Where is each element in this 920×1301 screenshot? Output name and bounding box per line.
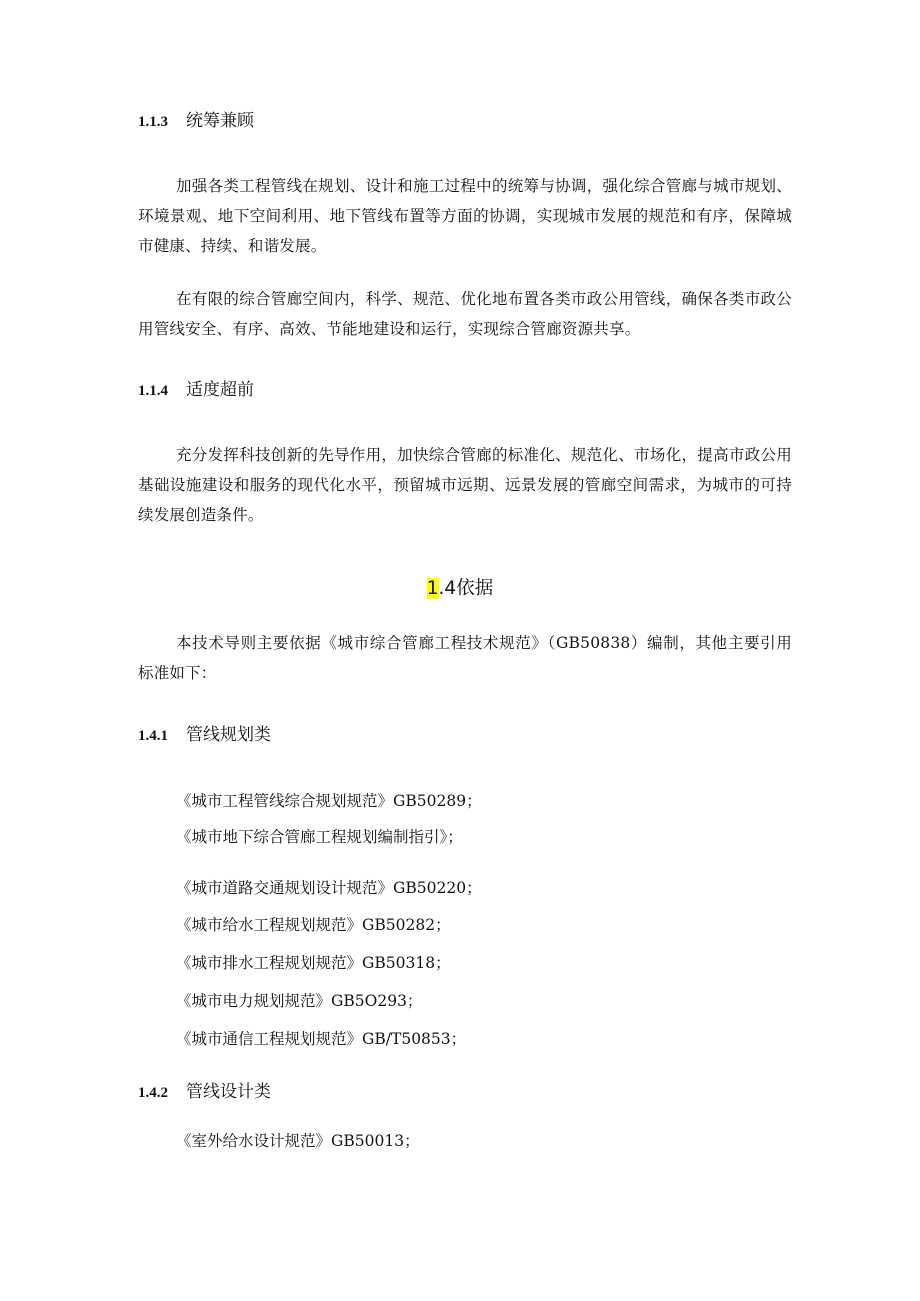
heading-title: 管线规划类 bbox=[186, 725, 271, 745]
heading-1-1-4 bbox=[138, 379, 254, 402]
reference-item: 《城市地下综合管廊工程规划编制指引》； bbox=[176, 828, 463, 846]
heading-1-4-2 bbox=[138, 1081, 271, 1104]
reference-item: 《城市给水工程规划规范》GB50282； bbox=[176, 916, 451, 934]
heading-title: 适度超前 bbox=[186, 380, 254, 400]
heading-1-4 bbox=[0, 576, 920, 602]
reference-item: 《城市工程管线综合规划规范》GB50289； bbox=[176, 792, 482, 810]
reference-item: 《城市排水工程规划规范》GB50318； bbox=[176, 954, 451, 972]
heading-title: 统筹兼顾 bbox=[186, 111, 254, 131]
heading-title: 管线设计类 bbox=[186, 1082, 271, 1102]
heading-number-rest: .4 bbox=[438, 578, 457, 599]
heading-number: 1.4.2 bbox=[138, 1085, 168, 1101]
highlighted-number: 1 bbox=[426, 578, 439, 599]
heading-number: 1.4.1 bbox=[138, 728, 168, 744]
heading-number: 1.1.4 bbox=[138, 383, 168, 399]
paragraph: 充分发挥科技创新的先导作用，加快综合管廊的标准化、规范化、市场化，提高市政公用基础设施建设和服务的现代化水平，预留城市远期、远景发展的管廊空间需求，为城市的可持续发展创造条件。 bbox=[138, 446, 792, 524]
paragraph: 在有限的综合管廊空间内，科学、规范、优化地布置各类市政公用管线，确保各类市政公用管线安全、有序、高效、节能地建设和运行，实现综合管廊资源共享。 bbox=[138, 290, 792, 338]
reference-item: 《室外给水设计规范》GB50013； bbox=[176, 1132, 420, 1150]
heading-number: 1.1.3 bbox=[138, 114, 168, 130]
reference-item: 《城市电力规划规范》GB5O293； bbox=[176, 992, 423, 1010]
reference-item: 《城市道路交通规划设计规范》GB50220； bbox=[176, 879, 482, 897]
heading-1-1-3 bbox=[138, 110, 254, 133]
heading-1-4-1 bbox=[138, 724, 271, 747]
paragraph: 本技术导则主要依据《城市综合管廊工程技术规范》（GB50838）编制，其他主要引用标准如下： bbox=[138, 634, 792, 682]
reference-item: 《城市通信工程规划规范》GB/T50853； bbox=[176, 1030, 467, 1048]
paragraph: 加强各类工程管线在规划、设计和施工过程中的统筹与协调，强化综合管廊与城市规划、环境景观、地下空间利用、地下管线布置等方面的协调，实现城市发展的规范和有序，保障城市健康、持续、和谐发展。 bbox=[138, 177, 792, 255]
heading-title: 依据 bbox=[456, 578, 494, 599]
